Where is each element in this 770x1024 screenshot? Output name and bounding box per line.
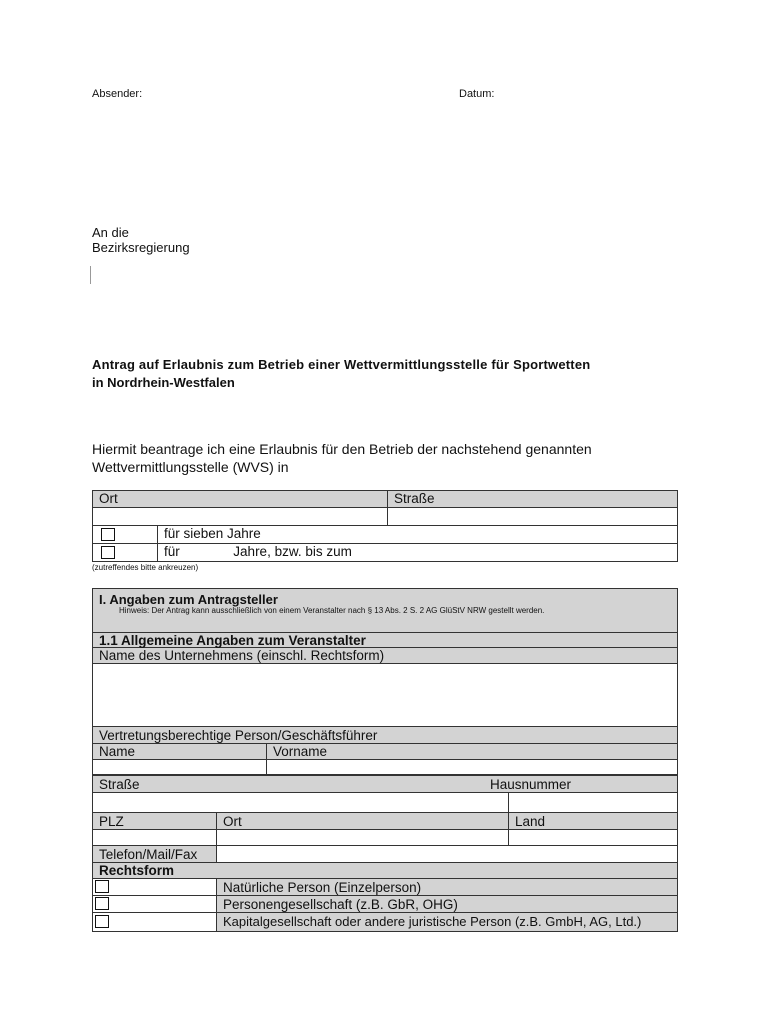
recipient-line-2: Bezirksregierung xyxy=(92,240,190,255)
street-input-row xyxy=(92,793,678,813)
location-input-row xyxy=(92,508,678,526)
form-title-line-2: in Nordrhein-Westfalen xyxy=(92,375,235,390)
recipient-line-1: An die xyxy=(92,225,129,240)
section-title: I. Angaben zum Antragsteller xyxy=(99,592,278,607)
duration-option-2-label-b: Jahre, bzw. bis zum xyxy=(233,544,352,559)
rechtsform-option-2-row xyxy=(92,896,678,913)
land-field[interactable] xyxy=(508,830,677,845)
hausnummer-label: Hausnummer xyxy=(490,777,572,792)
rechtsform-option-3-cell xyxy=(93,913,216,931)
duration-option-2-cell-text xyxy=(157,544,677,561)
rechtsform-option-2-cell xyxy=(93,896,216,912)
rechtsform-option-3-label: Kapitalgesellschaft oder andere juristische Person (z.B. GmbH, AG, Ltd.) xyxy=(216,913,677,931)
sender-label: Absender: xyxy=(92,88,143,100)
representative-label: Vertretungsberechtige Person/Geschäftsführer xyxy=(99,728,378,743)
rechtsform-label-row xyxy=(92,863,678,879)
intro-line-1: Hiermit beantrage ich eine Erlaubnis für den Betrieb der nachstehend genannten xyxy=(92,441,592,457)
company-name-label: Name des Unternehmens (einschl. Rechtsform) xyxy=(99,648,385,663)
location-ort-field[interactable] xyxy=(93,508,387,525)
rechtsform-option-2-checkbox[interactable] xyxy=(95,897,109,910)
duration-option-2-label-a: für xyxy=(164,544,180,559)
section-hint: Hinweis: Der Antrag kann ausschließlich von einem Veranstalter nach § 13 Abs. 2 S. 2 AG GlüStV NRW gestellt werden. xyxy=(119,606,545,615)
tick-note: (zutreffendes bitte ankreuzen) xyxy=(92,563,199,572)
name-label: Name xyxy=(99,744,136,759)
company-label-row xyxy=(92,648,678,664)
rechtsform-option-3-checkbox[interactable] xyxy=(95,915,109,928)
intro-line-2: Wettvermittlungsstelle (WVS) in xyxy=(92,459,289,475)
vorname-label: Vorname xyxy=(266,744,677,759)
section-header xyxy=(92,588,678,632)
vorname-field[interactable] xyxy=(266,760,677,774)
duration-option-2-row xyxy=(92,544,678,562)
name-input-row xyxy=(92,760,678,776)
company-name-field[interactable] xyxy=(92,664,678,727)
rechtsform-option-2-label: Personengesellschaft (z.B. GbR, OHG) xyxy=(216,896,677,912)
plz-input-row xyxy=(92,830,678,846)
location-strasse-field[interactable] xyxy=(387,508,677,525)
rechtsform-option-3-row xyxy=(92,913,678,932)
duration-option-1-row xyxy=(92,526,678,544)
plz-label: PLZ xyxy=(99,814,124,829)
subsection-title: 1.1 Allgemeine Angaben zum Veranstalter xyxy=(99,633,366,648)
street-label-row xyxy=(92,776,678,793)
contact-row xyxy=(92,846,678,863)
rep-label-row xyxy=(92,727,678,744)
ort-label: Ort xyxy=(216,813,508,829)
rechtsform-option-1-row xyxy=(92,879,678,896)
duration-option-1-label: für sieben Jahre xyxy=(157,526,677,543)
location-header-row xyxy=(92,490,678,508)
location-strasse-label: Straße xyxy=(387,491,677,507)
rechtsform-option-1-checkbox[interactable] xyxy=(95,880,109,893)
duration-option-1-checkbox[interactable] xyxy=(101,528,115,541)
text-cursor xyxy=(90,266,91,284)
rechtsform-option-1-cell xyxy=(93,879,216,895)
street-field[interactable] xyxy=(93,793,508,812)
location-ort-label: Ort xyxy=(99,491,118,506)
contact-field[interactable] xyxy=(216,846,677,862)
plz-field[interactable] xyxy=(93,830,216,845)
street-label: Straße xyxy=(99,777,140,792)
name-label-row xyxy=(92,744,678,760)
ort-field[interactable] xyxy=(216,830,508,845)
name-field[interactable] xyxy=(93,760,266,774)
hausnummer-field[interactable] xyxy=(508,793,677,812)
rechtsform-option-1-label: Natürliche Person (Einzelperson) xyxy=(216,879,677,895)
land-label: Land xyxy=(508,813,677,829)
subsection-header xyxy=(92,632,678,648)
form-title-line-1: Antrag auf Erlaubnis zum Betrieb einer Wettvermittlungsstelle für Sportwetten xyxy=(92,357,591,372)
rechtsform-label: Rechtsform xyxy=(99,863,175,878)
duration-option-2-checkbox[interactable] xyxy=(101,546,115,559)
plz-label-row xyxy=(92,813,678,830)
contact-label: Telefon/Mail/Fax xyxy=(93,846,216,862)
duration-option-1-cell xyxy=(93,526,157,543)
duration-option-2-cell xyxy=(93,544,157,561)
date-label: Datum: xyxy=(459,88,495,100)
